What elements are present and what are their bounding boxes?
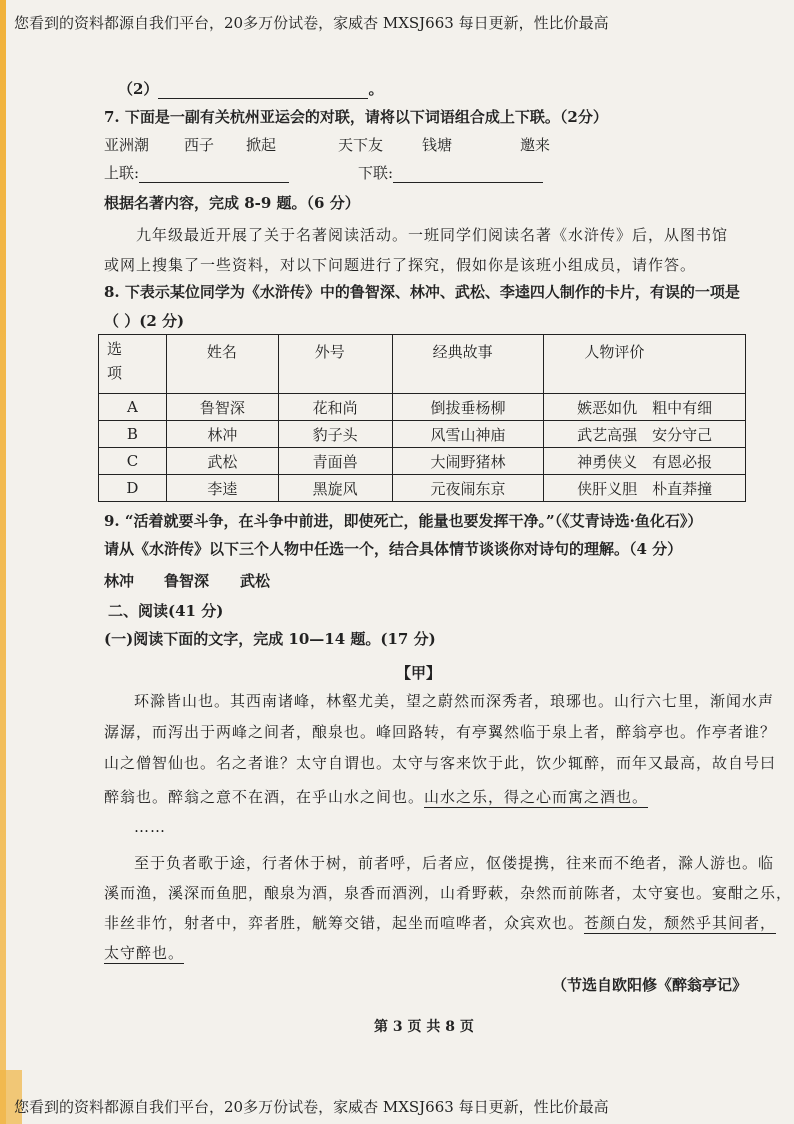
passage-p1-line-2: 潺潺，而泻出于两峰之间者，酿泉也。峰回路转，有亭翼然临于泉上者，醉翁亭也。作亭者谁？ (104, 723, 777, 741)
q7-upper-blank (139, 168, 289, 183)
q9-name-3: 武松 (240, 572, 271, 590)
passage-p2-line-2: 溪而渔，溪深而鱼肥，酿泉为酒，泉香而酒洌，山肴野蔌，杂然而前陈者，太守宴也。宴酣之乐， (104, 884, 793, 902)
row-c-name: 武松 (166, 448, 278, 475)
q7-upper-label: 上联: (104, 164, 140, 182)
q7-word-2: 西子 (184, 136, 215, 154)
header-story: 经典故事 (392, 335, 544, 394)
q2-line (118, 78, 383, 99)
character-card-table (98, 334, 746, 502)
passage-source: （节选自欧阳修《醉翁亭记》 (552, 976, 748, 994)
section-heading-reading: 二、阅读(41 分) (108, 602, 224, 620)
q9-line-1: 9. “活着就要斗争，在斗争中前进，即使死亡，能量也要发挥干净。”（《艾青诗选·鱼化石》） (104, 512, 703, 530)
row-c-story: 大闹野猪林 (392, 448, 544, 475)
q2-blank (158, 84, 368, 99)
paper-stain-edge (0, 0, 6, 1124)
q2-end: 。 (368, 80, 384, 98)
table-header-row (99, 335, 746, 394)
row-b-evaluation: 武艺高强 安分守己 (544, 421, 746, 448)
q7-word-3: 掀起 (246, 136, 277, 154)
q7-word-6: 邀来 (520, 136, 551, 154)
passage-p1-line-3: 山之僧智仙也。名之者谁？太守自谓也。太守与客来饮于此，饮少辄醉，而年又最高，故自号曰 (104, 754, 777, 772)
q7-upper-line (104, 162, 289, 183)
q7-lower-blank (393, 168, 543, 183)
passage-p2-line-3-a: 非丝非竹，射者中，弈者胜，觥筹交错，起坐而喧哗者，众宾欢也。 (104, 914, 585, 932)
intro-8-9: 根据名著内容，完成 8-9 题。（6 分） (104, 194, 360, 212)
passage-underlined-sentence-2a: 苍颜白发，颓然乎其间者， (584, 914, 777, 932)
passage-p2-line-4 (104, 942, 184, 963)
q8-stem-2: （ ）(2 分) (104, 312, 185, 330)
passage-p1-line-1: 环滁皆山也。其西南诸峰，林壑尤美，望之蔚然而深秀者，琅琊也。山行六七里，渐闻水声 (134, 692, 775, 710)
table-row (99, 394, 746, 421)
row-a-name: 鲁智深 (166, 394, 278, 421)
q7-word-5: 钱塘 (422, 136, 453, 154)
passage-label: 【甲】 (396, 664, 442, 682)
row-d-name: 李逵 (166, 475, 278, 502)
q7-word-4: 天下友 (338, 136, 384, 154)
passage-p1-line-4-a: 醉翁也。醉翁之意不在酒，在乎山水之间也。 (104, 788, 425, 806)
header-nickname: 外号 (278, 335, 392, 394)
page-number: 第 3 页 共 8 页 (374, 1019, 474, 1035)
row-b-option: B (99, 421, 167, 448)
header-option: 选 项 (99, 335, 167, 394)
subsection-heading-1: (一)阅读下面的文字，完成 10—14 题。(17 分) (104, 630, 436, 648)
row-a-story: 倒拔垂杨柳 (392, 394, 544, 421)
passage-p1-line-4 (104, 786, 648, 807)
passage-p2-line-1: 至于负者歌于途，行者休于树，前者呼，后者应，伛偻提携，往来而不绝者，滁人游也。临 (134, 854, 775, 872)
q8-stem: 8. 下表示某位同学为《水浒传》中的鲁智深、林冲、武松、李逵四人制作的卡片，有误的一项是 (104, 283, 740, 301)
row-b-story: 风雪山神庙 (392, 421, 544, 448)
row-a-option: A (99, 394, 167, 421)
row-b-name: 林冲 (166, 421, 278, 448)
q9-line-2: 请从《水浒传》以下三个人物中任选一个，结合具体情节谈谈你对诗句的理解。（4 分） (104, 540, 683, 558)
q7-word-1: 亚洲潮 (104, 136, 150, 154)
q7-stem: 7. 下面是一副有关杭州亚运会的对联，请将以下词语组合成上下联。（2分） (104, 108, 608, 126)
top-watermark-banner: 您看到的资料都源自我们平台，20多万份试卷，家威杏 MXSJ663 每日更新，性比价最高 (14, 14, 609, 32)
row-c-evaluation: 神勇侠义 有恩必报 (544, 448, 746, 475)
row-c-option: C (99, 448, 167, 475)
context-line-2: 或网上搜集了一些资料，对以下问题进行了探究，假如你是该班小组成员，请作答。 (104, 256, 697, 274)
row-a-evaluation: 嫉恶如仇 粗中有细 (544, 394, 746, 421)
row-d-story: 元夜闹东京 (392, 475, 544, 502)
passage-underlined-sentence-1: 山水之乐，得之心而寓之酒也。 (424, 788, 649, 806)
header-name: 姓名 (166, 335, 278, 394)
q9-name-2: 鲁智深 (164, 572, 210, 590)
row-d-evaluation: 侠肝义胆 朴直莽撞 (544, 475, 746, 502)
row-d-option: D (99, 475, 167, 502)
q7-lower-line (358, 162, 543, 183)
table-row (99, 475, 746, 502)
q2-label: （2） (118, 80, 159, 98)
row-b-nickname: 豹子头 (278, 421, 392, 448)
row-d-nickname: 黑旋风 (278, 475, 392, 502)
bottom-watermark-banner: 您看到的资料都源自我们平台，20多万份试卷，家威杏 MXSJ663 每日更新，性比价最高 (14, 1098, 609, 1116)
q9-name-1: 林冲 (104, 572, 135, 590)
table-row (99, 448, 746, 475)
passage-underlined-sentence-2b: 太守醉也。 (104, 944, 185, 962)
row-a-nickname: 花和尚 (278, 394, 392, 421)
context-line-1: 九年级最近开展了关于名著阅读活动。一班同学们阅读名著《水浒传》后，从图书馆 (136, 226, 729, 244)
passage-p2-line-3 (104, 912, 776, 933)
table-row (99, 421, 746, 448)
passage-ellipsis: …… (134, 818, 166, 836)
row-c-nickname: 青面兽 (278, 448, 392, 475)
q7-lower-label: 下联: (358, 164, 394, 182)
header-evaluation: 人物评价 (544, 335, 746, 394)
